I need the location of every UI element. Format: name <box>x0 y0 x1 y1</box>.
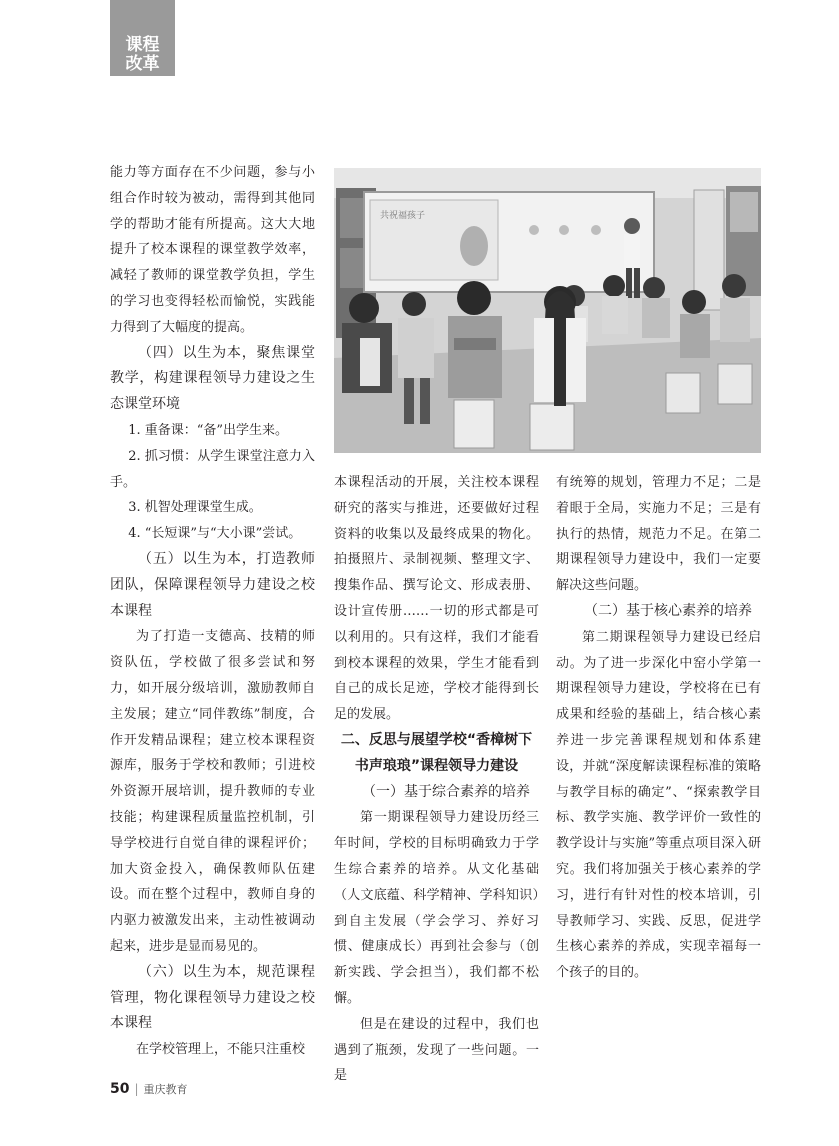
section-heading: （一）基于综合素养的培养 <box>362 783 530 800</box>
section-heading: 二、反思与展望学校“香樟树下 书声琅琅”课程领导力建设 <box>340 731 533 774</box>
list-item: 2. 抓习惯：从学生课堂注意力入手。 <box>110 448 315 490</box>
section-tab <box>110 0 175 76</box>
text-column-2 <box>334 470 539 1089</box>
footer-separator: | <box>134 1082 139 1096</box>
section-heading: （四）以生为本，聚焦课堂教学，构建课程领导力建设之生态课堂环境 <box>110 344 315 413</box>
classroom-photo <box>334 168 761 453</box>
list-item: 1. 重备课：“备”出学生来。 <box>128 422 289 438</box>
projection-screen-text: 共祝福孩子 <box>380 211 426 221</box>
section-tab-line1: 课程 <box>125 35 160 55</box>
page-footer <box>110 1078 188 1098</box>
section-tab-line2: 改革 <box>125 54 160 74</box>
classroom-illustration <box>334 168 761 453</box>
section-heading: （二）基于核心素养的培养 <box>584 602 752 619</box>
paragraph: 但是在建设的过程中，我们也遇到了瓶颈，发现了一些问题。一是 <box>334 1016 539 1084</box>
paragraph: 在学校管理上，不能只注重校 <box>136 1042 306 1058</box>
paragraph: 本课程活动的开展，关注校本课程研究的落实与推进，还要做好过程资料的收集以及最终成果的物化。拍摄照片、录制视频、整理文字、搜集作品、撰写论文、形成表册、设计宣传册……一切的形式都是可以利用的。只有这样，我们才能看到校本课程的效果，学生才能看到自己的成长足迹，学校才能得到长足的发展。 <box>334 475 539 723</box>
paragraph: 第一期课程领导力建设历经三年时间，学校的目标明确致力于学生综合素养的培养。从文化基础（人文底蕴、科学精神、学科知识）到自主发展（学会学习、养好习惯、健康成长）再到社会参与（创新实践、学会担当），我们都不松懈。 <box>334 810 539 1006</box>
section-heading: （六）以生为本，规范课程管理，物化课程领导力建设之校本课程 <box>110 963 315 1032</box>
paragraph: 第二期课程领导力建设已经启动。为了进一步深化中窑小学第一期课程领导力建设，学校将在已有成果和经验的基础上，结合核心素养进一步完善课程规划和体系建设，并就“深度解读课程标准的策略与教学目标的确定”、“探索教学目标、教学实施、教学评价一致性的教学设计与实施”等重点项目深入研究。我们将加强关于核心素养的学习，进行有针对性的校本培训，引导教师学习、实践、反思，促进学生核心素养的养成，实现幸福每一个孩子的目的。 <box>556 629 761 981</box>
publication-name: 重庆教育 <box>143 1083 188 1096</box>
paragraph: 为了打造一支德高、技精的师资队伍，学校做了很多尝试和努力，如开展分级培训，激励教师自主发展；建立“同伴教练”制度，合作开发精品课程；建立校本课程资源库，服务于学校和教师；引进校外资源开展培训，提升教师的专业技能；构建课程质量监控机制，引导学校进行自觉自律的课程评价；加大资金投入，确保教师队伍建设。而在整个过程中，教师自身的内驱力被激发出来，主动性被调动起来，进步是显而易见的。 <box>110 629 315 954</box>
list-item: 4. “长短课”与“大小课”尝试。 <box>128 526 302 542</box>
paragraph: 有统筹的规划，管理力不足；二是着眼于全局，实施力不足；三是有执行的热情，规范力不足。在第二期课程领导力建设中，我们一定要解决这些问题。 <box>556 475 761 594</box>
text-column-3 <box>556 470 761 986</box>
paragraph: 能力等方面存在不少问题，参与小组合作时较为被动，需得到其他同学的帮助才能有所提高。这大大地提升了校本课程的课堂教学效率，减轻了教师的课堂教学负担，学生的学习也变得轻松而愉悦，实践能力得到了大幅度的提高。 <box>110 165 315 335</box>
section-heading: （五）以生为本，打造教师团队，保障课程领导力建设之校本课程 <box>110 550 315 619</box>
page-number: 50 <box>110 1081 130 1097</box>
list-item: 3. 机智处理课堂生成。 <box>128 500 262 516</box>
text-column-1 <box>110 160 315 1063</box>
